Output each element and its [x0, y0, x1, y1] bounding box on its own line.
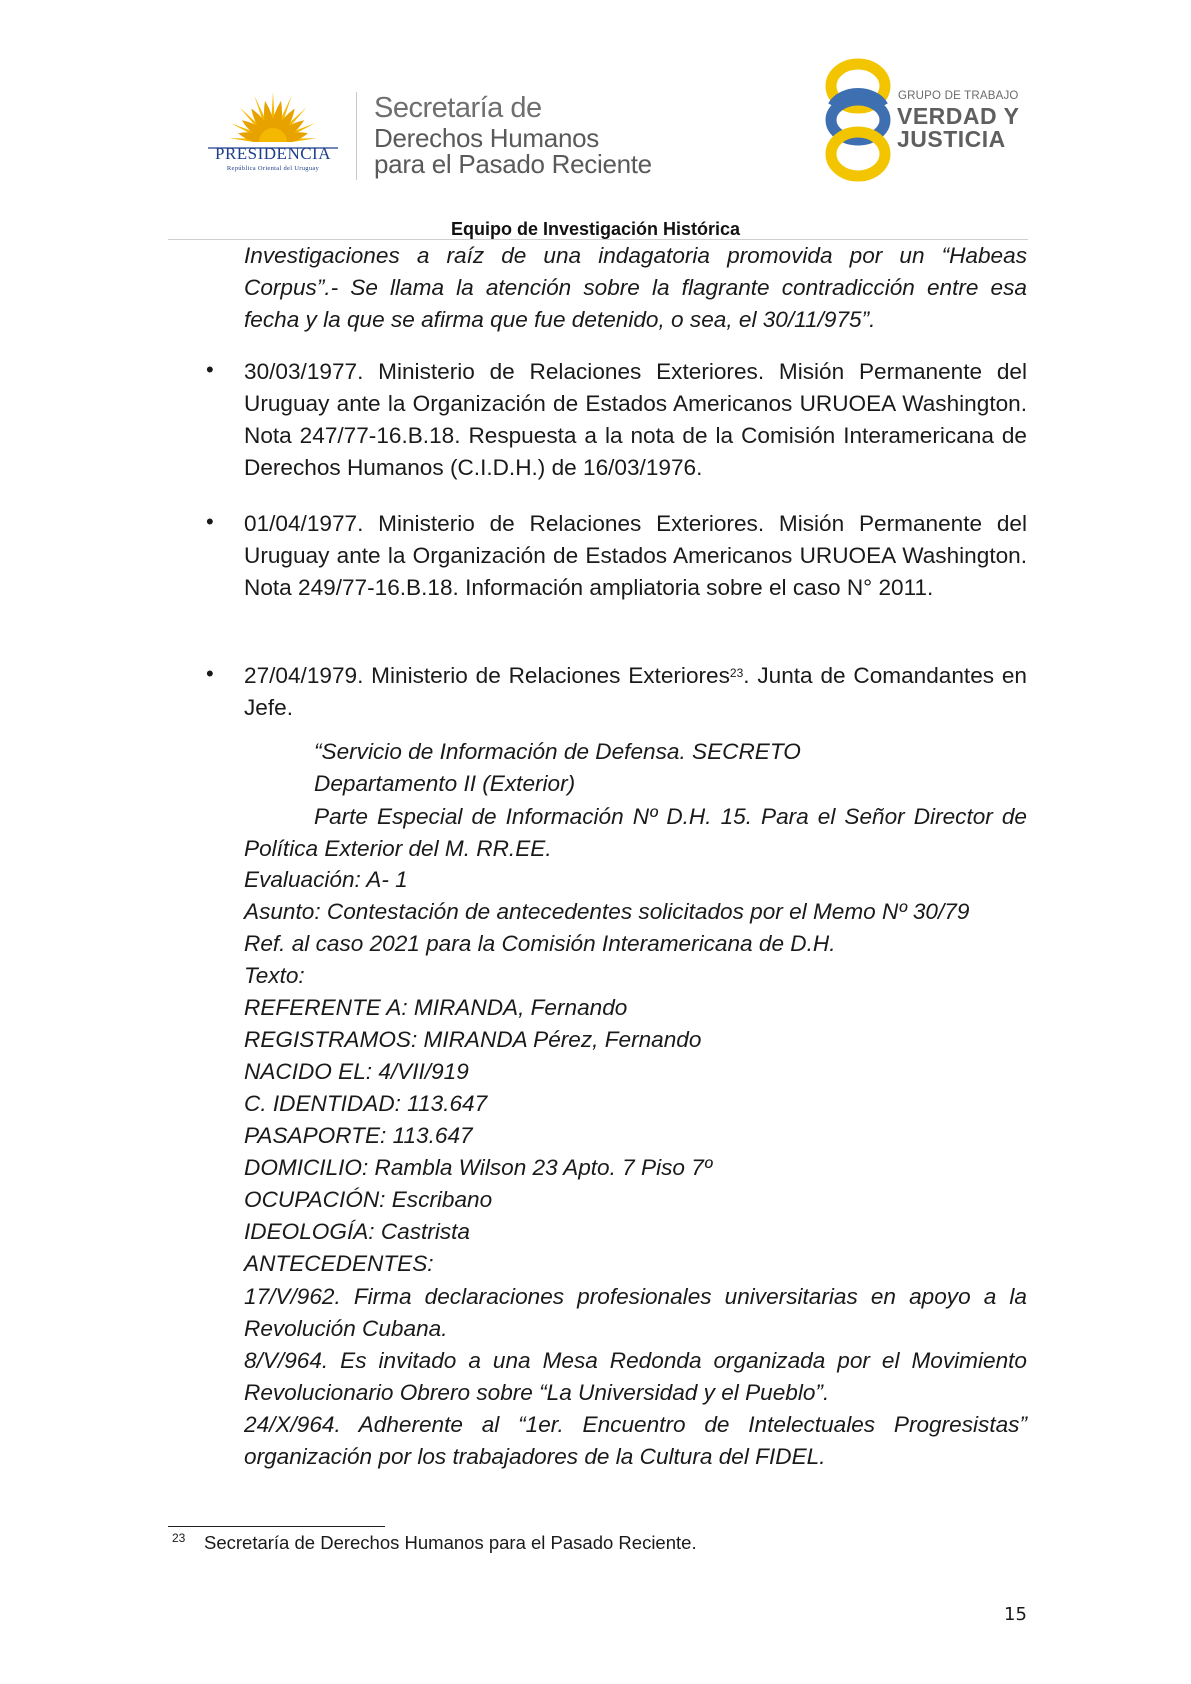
quote-pasaporte: PASAPORTE: 113.647 [244, 1123, 473, 1148]
bullet-2-text: 01/04/1977. Ministerio de Relaciones Exteriores. Misión Permanente del Uruguay ante la Organización de Estados Americanos URUOEA Washington. Nota 249/77-16.B.18. Información ampliatoria sobre el caso N° 2011. [244, 511, 1027, 600]
bullet-3-marker: • [206, 661, 214, 686]
antecedente-2: 8/V/964. Es invitado a una Mesa Redonda organizada por el Movimiento Revolucionario Obrero sobre “La Universidad y el Pueblo”. [244, 1348, 1027, 1405]
quote-ref: Ref. al caso 2021 para la Comisión Interamericana de D.H. [244, 931, 836, 956]
continuation-paragraph: Investigaciones a raíz de una indagatoria promovida por un “Habeas Corpus”.- Se llama la atención sobre la flagrante contradicción entre esa fecha y la que se afirma que fue detenido, o sea, el 30/11/975”. [244, 243, 1027, 332]
footnote-ref: 23 [729, 666, 744, 680]
footnote-text: Secretaría de Derechos Humanos para el Pasado Reciente. [204, 1532, 697, 1553]
bullet-1-marker: • [206, 357, 214, 382]
quote-ideologia: IDEOLOGÍA: Castrista [244, 1219, 470, 1244]
bullet-3-text-after: . Junta de Comandantes en Jefe. [244, 663, 1027, 720]
secretaria-line-1: Secretaría de [374, 92, 542, 124]
presidencia-text: PRESIDENCIA [214, 144, 331, 163]
quote-parte-especial: Parte Especial de Información Nº D.H. 15. Para el Señor Director de Política Exterior del M. RR.EE. [244, 804, 1027, 861]
antecedente-3: 24/X/964. Adherente al “1er. Encuentro de Intelectuales Progresistas” organización por los trabajadores de la Cultura del FIDEL. [244, 1412, 1027, 1469]
quote-line-department: Departamento II (Exterior) [314, 771, 576, 796]
antecedente-1: 17/V/962. Firma declaraciones profesionales universitarias en apoyo a la Revolución Cubana. [244, 1284, 1027, 1341]
quote-nacido: NACIDO EL: 4/VII/919 [244, 1059, 469, 1084]
verdad-label: VERDAD Y [897, 103, 1020, 129]
republica-text: República Oriental del Uruguay [226, 165, 320, 172]
interlocking-rings-icon [818, 56, 898, 184]
footnote-number: 23 [172, 1531, 186, 1545]
quote-antecedentes-label: ANTECEDENTES: [244, 1251, 434, 1276]
footnote-rule [168, 1526, 385, 1527]
bullet-3-text-before: 27/04/1979. Ministerio de Relaciones Exteriores [244, 663, 730, 688]
team-title: Equipo de Investigación Histórica [450, 219, 741, 239]
header-divider [356, 92, 357, 180]
secretaria-line-3: para el Pasado Reciente [374, 149, 652, 179]
secretaria-line-2: Derechos Humanos [374, 123, 599, 153]
justicia-label: JUSTICIA [897, 126, 1006, 152]
bullet-3-text [244, 660, 1027, 724]
quote-registramos: REGISTRAMOS: MIRANDA Pérez, Fernando [244, 1027, 702, 1052]
bullet-1-text: 30/03/1977. Ministerio de Relaciones Exteriores. Misión Permanente del Uruguay ante la Organización de Estados Americanos URUOEA Washington. Nota 247/77-16.B.18. Respuesta a la nota de la Comisión Interamericana de Derechos Humanos (C.I.D.H.) de 16/03/1976. [244, 359, 1027, 480]
quote-identidad: C. IDENTIDAD: 113.647 [244, 1091, 488, 1116]
quote-evaluacion: Evaluación: A- 1 [244, 867, 408, 892]
quote-texto: Texto: [244, 963, 305, 988]
quote-ocupacion: OCUPACIÓN: Escribano [244, 1187, 493, 1212]
quote-referente: REFERENTE A: MIRANDA, Fernando [244, 995, 628, 1020]
grupo-trabajo-label: GRUPO DE TRABAJO [898, 90, 1019, 102]
page-number: 15 [1004, 1604, 1027, 1625]
quote-line-service: “Servicio de Información de Defensa. SECRETO [314, 739, 801, 764]
quote-asunto: Asunto: Contestación de antecedentes solicitados por el Memo Nº 30/79 [244, 899, 970, 924]
bullet-2-marker: • [206, 509, 214, 534]
quote-domicilio: DOMICILIO: Rambla Wilson 23 Apto. 7 Piso 7º [244, 1155, 713, 1180]
